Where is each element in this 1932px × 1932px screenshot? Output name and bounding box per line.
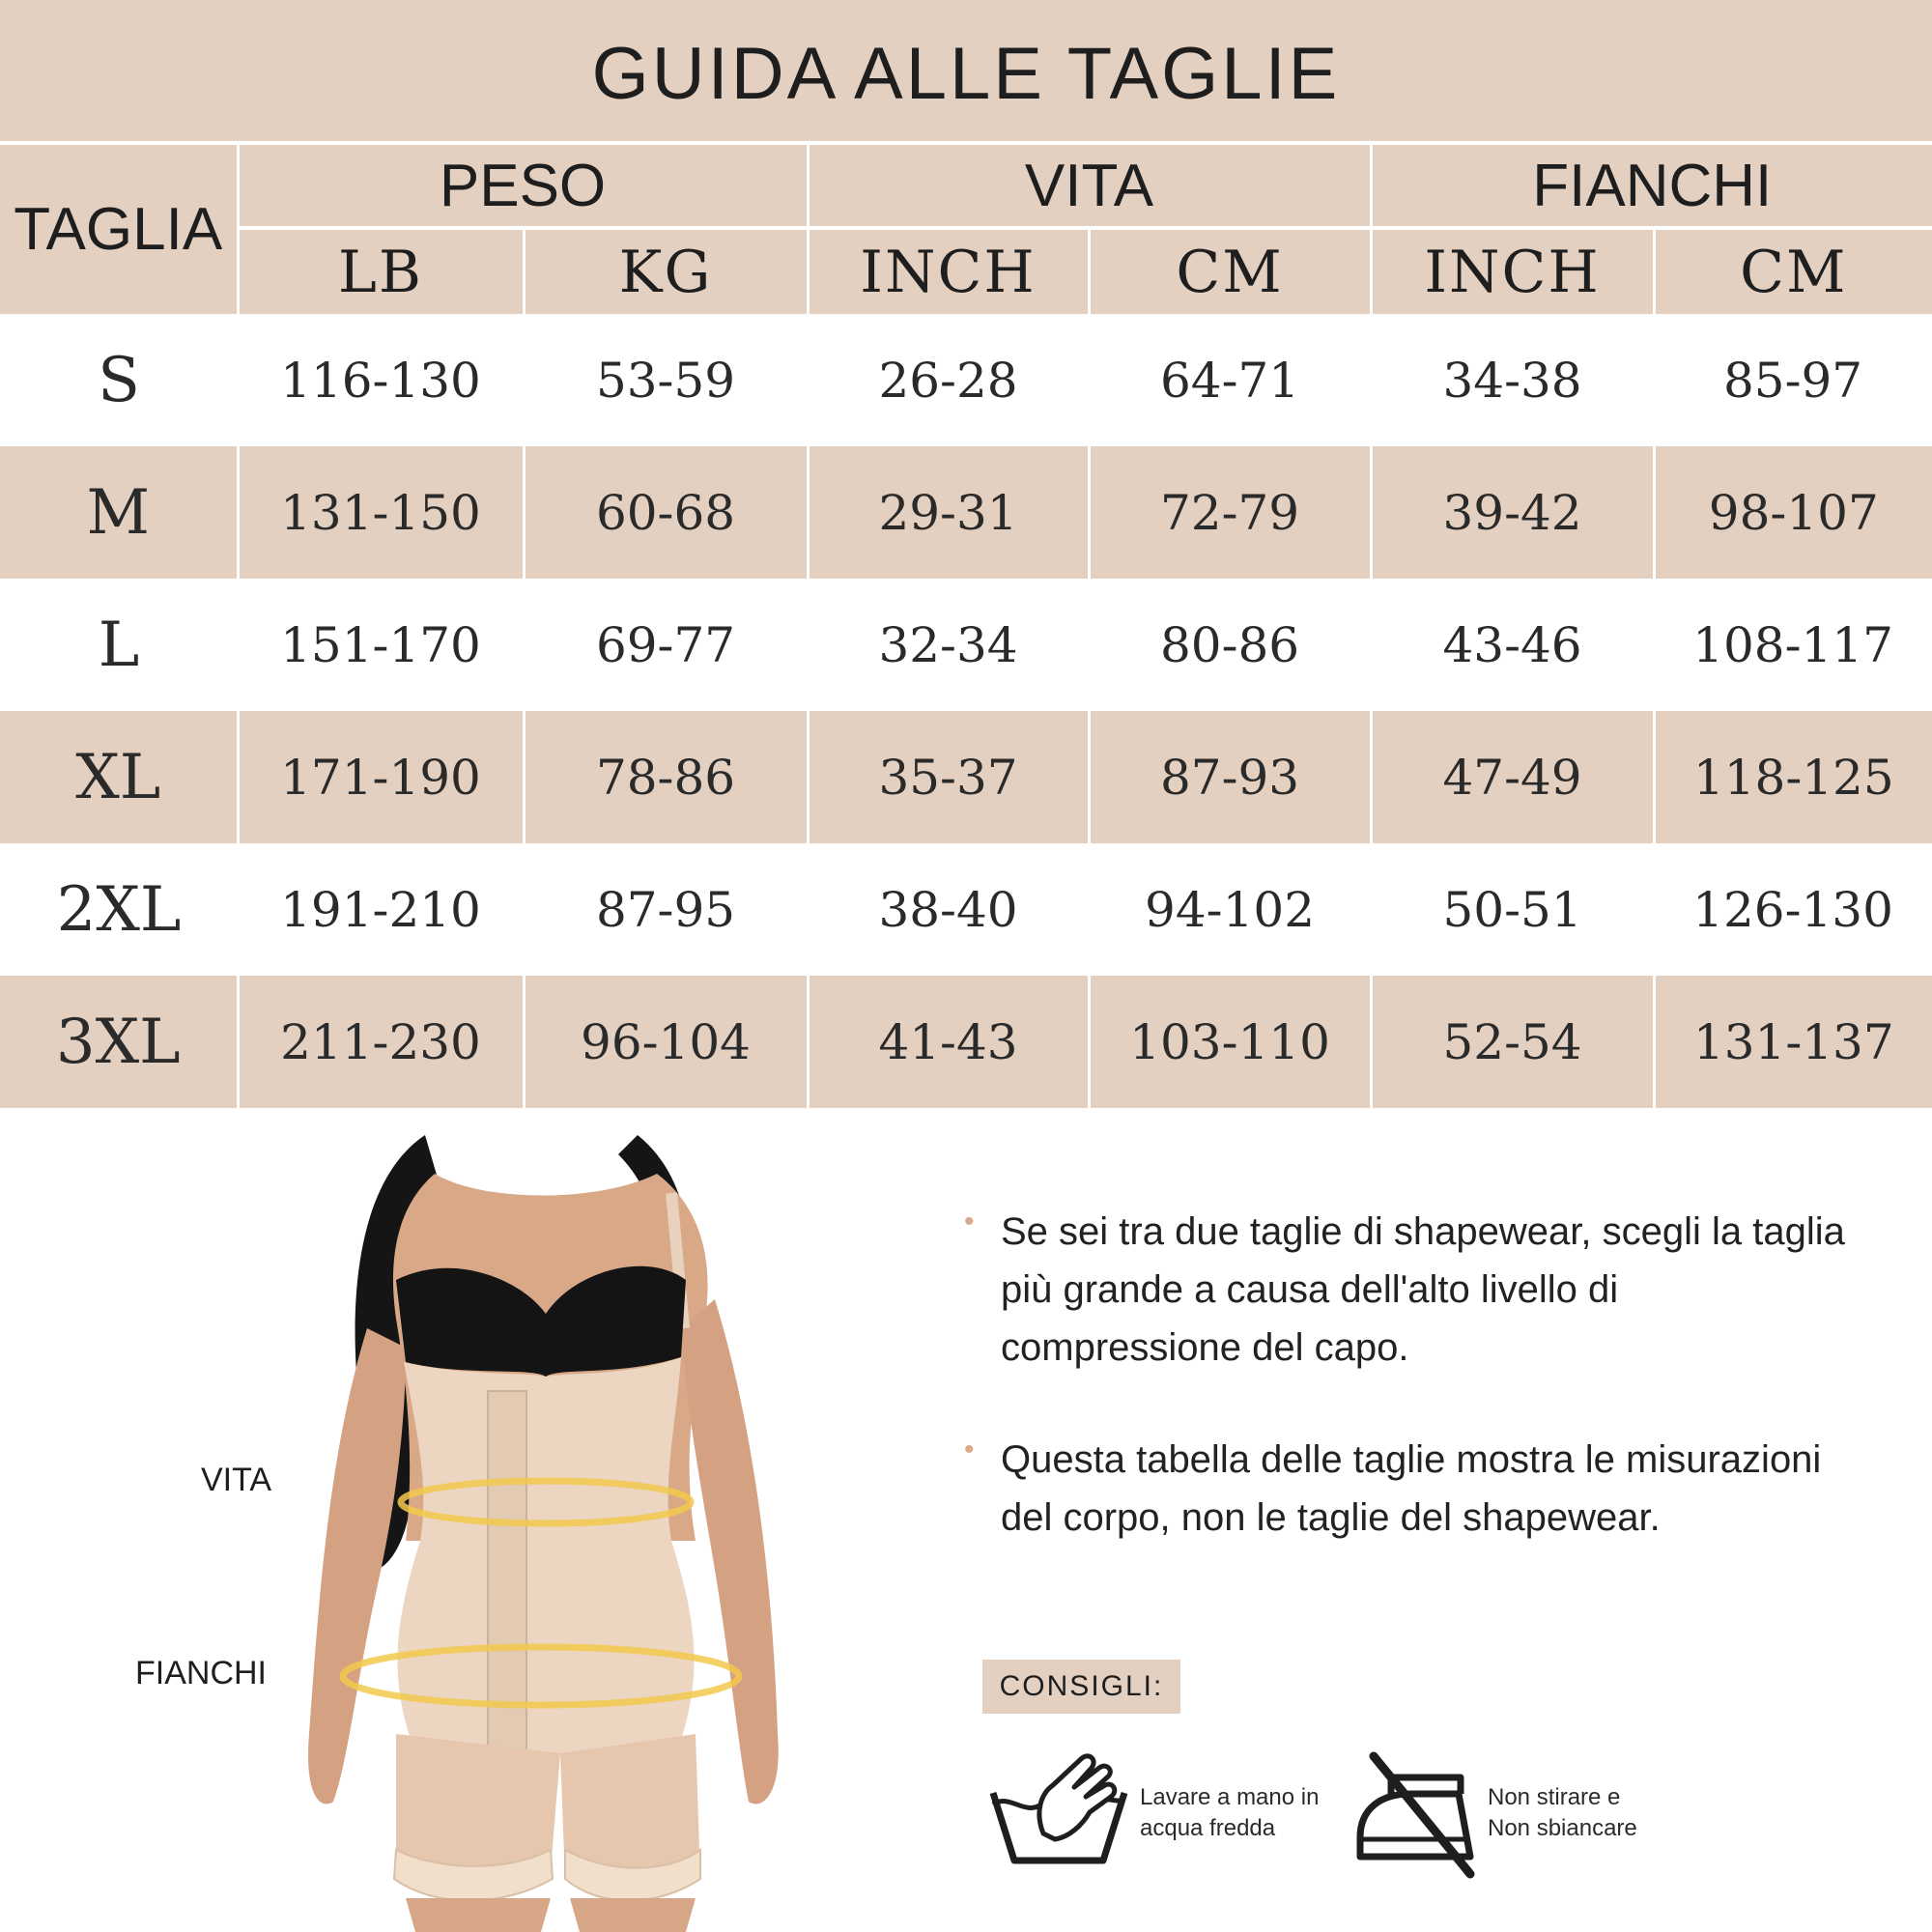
table-cell: 116-130: [280, 352, 481, 409]
table-cell: 35-37: [808, 711, 1089, 843]
care-heading: CONSIGLI:: [982, 1660, 1180, 1714]
label-vita: VITA: [201, 1462, 272, 1498]
bullet-icon: •: [964, 1434, 975, 1465]
subheader-fianchi-inch: INCH: [1371, 228, 1654, 314]
iron-instruction: Non stirare e Non sbiancare: [1488, 1784, 1637, 1841]
table-cell: 87-93: [1089, 711, 1371, 843]
table-row: [0, 446, 1932, 579]
table-cell: 191-210: [280, 881, 481, 938]
table-cell: 103-110: [1089, 976, 1371, 1108]
bullet-icon: •: [964, 1206, 975, 1237]
table-cell: 64-71: [1159, 352, 1300, 409]
table-cell: 126-130: [1692, 881, 1893, 938]
table-row: [0, 711, 1932, 843]
size-cell: M: [0, 446, 238, 579]
note-item: • Questa tabella delle taglie mostra le misurazioni del corpo, non le taglie del shapewear.: [956, 1431, 1845, 1547]
size-cell: L: [98, 609, 140, 681]
table-cell: 211-230: [238, 976, 524, 1108]
table-cell: 60-68: [524, 446, 808, 579]
subheader-fianchi-cm: CM: [1654, 228, 1932, 314]
size-cell: XL: [0, 711, 238, 843]
table-cell: 171-190: [238, 711, 524, 843]
header-fianchi: FIANCHI: [1371, 145, 1932, 228]
table-cell: 131-137: [1654, 976, 1932, 1108]
hand-wash-icon: [985, 1747, 1130, 1867]
table-cell: 53-59: [595, 352, 736, 409]
table-cell: 80-86: [1159, 616, 1300, 673]
table-cell: 85-97: [1722, 352, 1863, 409]
subheader-lb: LB: [238, 228, 524, 314]
table-cell: 118-125: [1654, 711, 1932, 843]
table-row: [0, 976, 1932, 1108]
title-band: [0, 0, 1932, 141]
wash-instruction: Lavare a mano in acqua fredda: [1140, 1784, 1320, 1841]
table-cell: 78-86: [524, 711, 808, 843]
header-peso: PESO: [238, 145, 808, 228]
table-cell: 32-34: [878, 616, 1018, 673]
subheader-vita-cm: CM: [1089, 228, 1371, 314]
table-cell: 108-117: [1692, 616, 1893, 673]
table-cell: 151-170: [280, 616, 481, 673]
table-row: [0, 314, 1932, 446]
no-iron-icon: [1352, 1750, 1478, 1881]
size-cell: 3XL: [0, 976, 238, 1108]
label-fianchi: FIANCHI: [135, 1655, 267, 1691]
table-row: [0, 579, 1932, 711]
table-row: [0, 843, 1932, 976]
note-item: • Se sei tra due taglie di shapewear, scegli la taglia più grande a causa dell'alto livello di compressione del capo.: [956, 1203, 1845, 1377]
table-cell: 47-49: [1371, 711, 1654, 843]
table-cell: 50-51: [1442, 881, 1582, 938]
table-cell: 41-43: [808, 976, 1089, 1108]
size-chart-table: [0, 145, 1932, 1108]
size-cell: 2XL: [56, 873, 182, 946]
subheader-vita-inch: INCH: [808, 228, 1089, 314]
notes-list: [956, 1203, 1845, 1601]
table-cell: 26-28: [878, 352, 1018, 409]
header-vita: VITA: [808, 145, 1371, 228]
table-cell: 39-42: [1371, 446, 1654, 579]
table-cell: 38-40: [878, 881, 1018, 938]
table-cell: 98-107: [1654, 446, 1932, 579]
table-cell: 131-150: [238, 446, 524, 579]
table-cell: 94-102: [1145, 881, 1315, 938]
table-cell: 34-38: [1442, 352, 1582, 409]
table-cell: 87-95: [595, 881, 736, 938]
table-cell: 72-79: [1089, 446, 1371, 579]
table-cell: 29-31: [808, 446, 1089, 579]
subheader-kg: KG: [524, 228, 808, 314]
table-cell: 96-104: [524, 976, 808, 1108]
page-title: GUIDA ALLE TAGLIE: [591, 32, 1341, 115]
model-illustration: [290, 1135, 811, 1932]
table-cell: 43-46: [1442, 616, 1582, 673]
table-cell: 52-54: [1371, 976, 1654, 1108]
header-taglia: TAGLIA: [0, 145, 238, 314]
size-cell: S: [98, 344, 140, 416]
table-cell: 69-77: [595, 616, 736, 673]
